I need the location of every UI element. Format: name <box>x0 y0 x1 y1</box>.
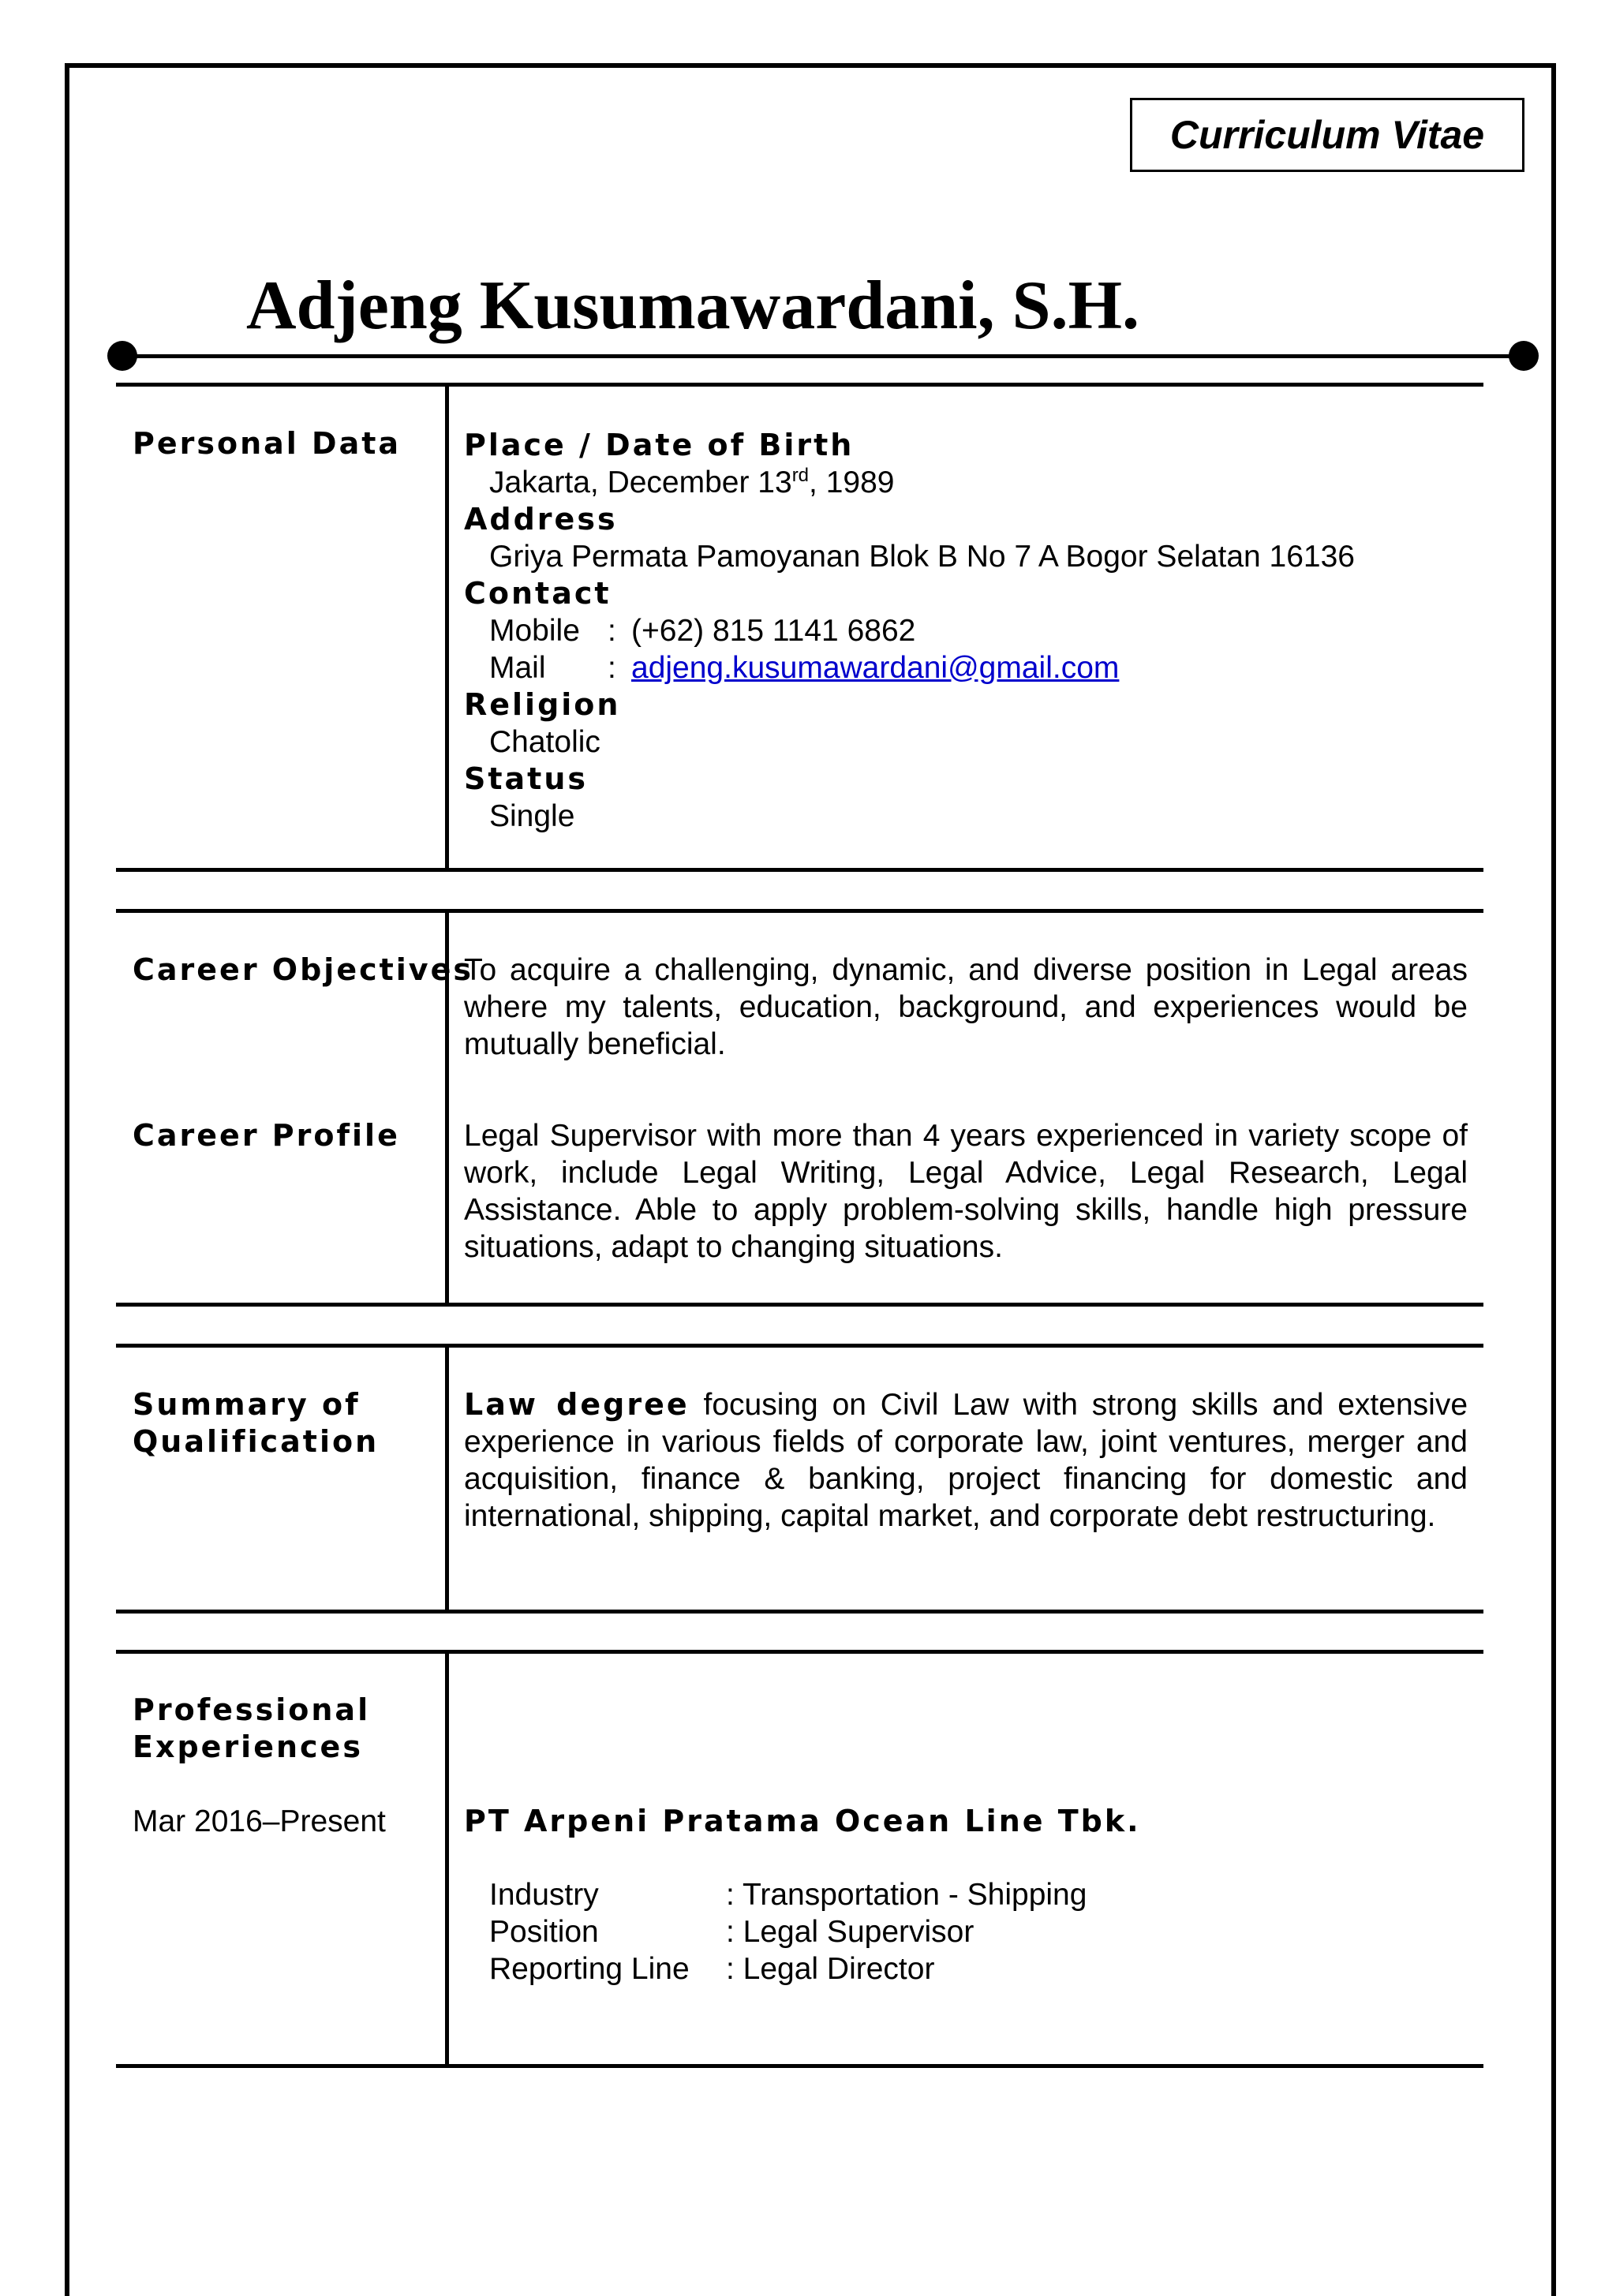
title-line-right-dot <box>1509 341 1539 371</box>
candidate-name: Adjeng Kusumawardani, S.H. <box>246 267 1140 344</box>
career-objectives-text: To acquire a challenging, dynamic, and diverse position in Legal areas where my talents, education, background, and experiences would be mutually beneficial. <box>464 953 1468 1061</box>
section-divider <box>116 1344 1483 1348</box>
section-divider <box>116 1650 1483 1654</box>
section-divider <box>116 2064 1483 2068</box>
industry-value: : Transportation - Shipping <box>726 1878 1087 1912</box>
career-profile-text: Legal Supervisor with more than 4 years experienced in variety scope of work, include Legal Writing, Legal Advice, Legal Research, Legal Assistance. Able to apply problem-solving skills, handle high pressure situations, adapt to changing situations. <box>464 1119 1468 1264</box>
qualification-text <box>464 1386 1468 1535</box>
contact-heading: Contact <box>464 576 612 611</box>
section-divider <box>116 909 1483 913</box>
qualification-label-line2: Qualification <box>133 1424 380 1459</box>
reporting-row <box>489 1950 1087 1987</box>
industry-row <box>489 1876 1087 1913</box>
mail-row <box>464 649 1355 686</box>
position-value: : Legal Supervisor <box>726 1915 974 1949</box>
personal-data-block <box>464 427 1355 835</box>
industry-label: Industry <box>489 1878 599 1912</box>
mobile-row <box>464 612 1355 649</box>
position-row <box>489 1913 1087 1950</box>
section-divider <box>116 1610 1483 1614</box>
mobile-value: (+62) 815 1141 6862 <box>631 614 916 648</box>
birth-value: Jakarta, December 13rd, 1989 <box>489 465 895 499</box>
religion-value: Chatolic <box>489 725 600 759</box>
title-line-left-dot <box>107 341 137 371</box>
status-value: Single <box>489 799 575 833</box>
mail-label: Mail <box>489 651 546 685</box>
experience-details <box>489 1876 1087 1987</box>
reporting-value: : Legal Director <box>726 1952 935 1986</box>
experience-label-line2: Experiences <box>133 1729 363 1764</box>
mobile-separator: : <box>608 614 616 648</box>
column-divider <box>445 1348 449 1612</box>
address-heading: Address <box>464 502 618 537</box>
section-divider <box>116 1303 1483 1307</box>
reporting-label: Reporting Line <box>489 1952 690 1986</box>
experience-label <box>133 1692 370 1766</box>
qualification-body: focusing on Civil Law with strong skills and extensive experience in various fields of corporate law, joint ventures, merger and acquisition, finance & banking, project financing for domestic and international, shipping, capital market, and corporate debt restructuring. <box>464 1388 1468 1533</box>
experience-period: Mar 2016–Present <box>133 1804 386 1838</box>
mail-separator: : <box>608 651 616 685</box>
qualification-label-line1: Summary of <box>133 1387 361 1422</box>
qualification-label <box>133 1386 379 1460</box>
section-divider <box>116 868 1483 872</box>
company-name: PT Arpeni Pratama Ocean Line Tbk. <box>464 1804 1141 1838</box>
career-profile-label: Career Profile <box>133 1118 400 1153</box>
address-value: Griya Permata Pamoyanan Blok B No 7 A Bogor Selatan 16136 <box>489 540 1355 574</box>
section-divider <box>116 383 1483 387</box>
personal-data-label: Personal Data <box>133 426 402 461</box>
qualification-lead: Law degree <box>464 1387 690 1422</box>
mobile-label: Mobile <box>489 614 580 648</box>
experience-label-line1: Professional <box>133 1692 371 1727</box>
email-link[interactable]: adjeng.kusumawardani@gmail.com <box>631 651 1120 685</box>
religion-heading: Religion <box>464 687 621 722</box>
status-heading: Status <box>464 761 589 796</box>
birth-heading: Place / Date of Birth <box>464 428 855 462</box>
column-divider <box>445 387 449 870</box>
cv-label: Curriculum Vitae <box>1130 98 1524 172</box>
title-underline <box>123 354 1524 358</box>
column-divider <box>445 1654 449 2067</box>
career-objectives-label: Career Objectives <box>133 952 473 987</box>
position-label: Position <box>489 1915 599 1949</box>
